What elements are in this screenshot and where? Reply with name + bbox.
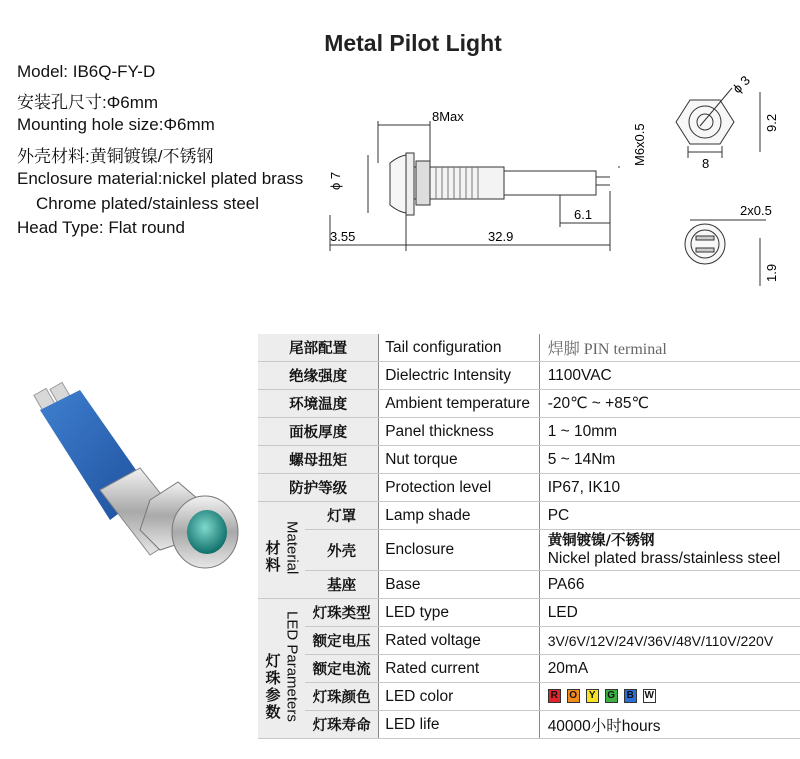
voltage-cn-label: 额定电压 bbox=[305, 627, 379, 655]
color-swatch-g: G bbox=[605, 689, 618, 703]
product-image bbox=[0, 380, 250, 600]
table-row bbox=[258, 711, 800, 739]
dim-phi3: ϕ 3 bbox=[729, 72, 753, 97]
nut-value: 5 ~ 14Nm bbox=[539, 446, 800, 474]
table-row bbox=[258, 362, 800, 390]
enclosure-en-text: Enclosure material:nickel plated brass bbox=[17, 169, 304, 188]
ambient-cn-label: 环境温度 bbox=[258, 390, 379, 418]
enclosure-cn-label: 外壳 bbox=[305, 530, 379, 571]
led-group-cn: 灯珠参数 bbox=[263, 653, 282, 722]
mounting-hole-cn-text: 安装孔尺寸:Φ6mm bbox=[17, 93, 159, 112]
dim-32-9: 32.9 bbox=[488, 229, 514, 244]
head-type-text: Head Type: Flat round bbox=[17, 218, 185, 237]
life-cn-label: 灯珠寿命 bbox=[305, 711, 379, 739]
led-group-en: LED Parameters bbox=[283, 610, 301, 722]
table-row bbox=[258, 683, 800, 711]
panel-en-label: Panel thickness bbox=[379, 418, 539, 446]
material-group-en: Material bbox=[283, 520, 301, 575]
table-row bbox=[258, 655, 800, 683]
table-row bbox=[258, 334, 800, 362]
thread-dimension bbox=[630, 108, 650, 168]
dim-1-9: 1.9 bbox=[764, 263, 779, 282]
protection-en-label: Protection level bbox=[379, 474, 539, 502]
enclosure-value-cn: 黄铜镀镍/不锈钢 bbox=[547, 533, 655, 549]
mounting-hole-en-text: Mounting hole size:Φ6mm bbox=[17, 115, 215, 134]
dim-9-2: 9.2 bbox=[764, 113, 779, 132]
table-row bbox=[258, 474, 800, 502]
color-value bbox=[539, 683, 800, 711]
current-en-label: Rated current bbox=[379, 655, 539, 683]
dielectric-en-label: Dielectric Intensity bbox=[379, 362, 539, 390]
color-cn-label: 灯珠颜色 bbox=[305, 683, 379, 711]
table-row bbox=[258, 446, 800, 474]
chrome-plated-text: Chrome plated/stainless steel bbox=[36, 194, 260, 213]
end-view-drawing bbox=[660, 70, 780, 300]
dim-8max: 8Max bbox=[432, 109, 464, 124]
color-swatch-b: B bbox=[624, 689, 637, 703]
table-row bbox=[258, 627, 800, 655]
lamp-value: PC bbox=[539, 502, 800, 530]
dim-m6: M6x0.5 bbox=[632, 123, 647, 166]
color-swatch-w: W bbox=[644, 690, 654, 702]
dim-6-1: 6.1 bbox=[574, 207, 593, 222]
material-group-cn: 材料 bbox=[263, 540, 282, 575]
lamp-cn-label: 灯罩 bbox=[305, 502, 379, 530]
dim-8: 8 bbox=[702, 156, 710, 171]
side-view-drawing bbox=[320, 95, 620, 265]
base-value: PA66 bbox=[539, 571, 800, 599]
nut-cn-label: 螺母扭矩 bbox=[258, 446, 379, 474]
life-en-label: LED life bbox=[379, 711, 539, 739]
dim-2x0-5: 2x0.5 bbox=[740, 203, 772, 218]
panel-cn-label: 面板厚度 bbox=[258, 418, 379, 446]
model-text: Model: IB6Q-FY-D bbox=[17, 62, 156, 81]
table-row bbox=[258, 390, 800, 418]
dielectric-cn-label: 绝缘强度 bbox=[258, 362, 379, 390]
panel-value: 1 ~ 10mm bbox=[539, 418, 800, 446]
ambient-value: -20℃ ~ +85℃ bbox=[539, 390, 800, 418]
page-title: Metal Pilot Light bbox=[324, 30, 502, 56]
led-group-label bbox=[258, 599, 305, 739]
current-cn-label: 额定电流 bbox=[305, 655, 379, 683]
nut-en-label: Nut torque bbox=[379, 446, 539, 474]
protection-value: IP67, IK10 bbox=[539, 474, 800, 502]
led-type-en-label: LED type bbox=[379, 599, 539, 627]
led-type-value: LED bbox=[539, 599, 800, 627]
voltage-en-label: Rated voltage bbox=[379, 627, 539, 655]
color-swatch-y: Y bbox=[586, 689, 599, 703]
table-row bbox=[258, 418, 800, 446]
voltage-value: 3V/6V/12V/24V/36V/48V/110V/220V bbox=[539, 627, 800, 655]
table-row bbox=[258, 571, 800, 599]
table-row bbox=[258, 530, 800, 571]
tail-en-label: Tail configuration bbox=[379, 334, 539, 362]
color-swatch-r: R bbox=[548, 689, 561, 703]
life-value: 40000小时hours bbox=[539, 711, 800, 739]
dielectric-value: 1100VAC bbox=[539, 362, 800, 390]
table-row bbox=[258, 502, 800, 530]
color-en-label: LED color bbox=[379, 683, 539, 711]
tail-cn-label: 尾部配置 bbox=[258, 334, 379, 362]
enclosure-cn-text: 外壳材料:黄铜镀镍/不锈钢 bbox=[17, 147, 214, 166]
table-row bbox=[258, 599, 800, 627]
current-value: 20mA bbox=[539, 655, 800, 683]
dim-phi7: ϕ 7 bbox=[328, 171, 343, 190]
lamp-en-label: Lamp shade bbox=[379, 502, 539, 530]
spec-table bbox=[258, 334, 800, 739]
enclosure-en-label: Enclosure bbox=[379, 530, 539, 571]
ambient-en-label: Ambient temperature bbox=[379, 390, 539, 418]
led-type-cn-label: 灯珠类型 bbox=[305, 599, 379, 627]
color-swatch-o: O bbox=[567, 689, 580, 703]
dim-3-55: 3.55 bbox=[330, 229, 356, 244]
material-group-label bbox=[258, 502, 305, 599]
enclosure-value-en: Nickel plated brass/stainless steel bbox=[547, 550, 781, 567]
tail-value: 焊脚 PIN terminal bbox=[539, 334, 800, 362]
enclosure-value bbox=[539, 530, 800, 571]
protection-cn-label: 防护等级 bbox=[258, 474, 379, 502]
base-en-label: Base bbox=[379, 571, 539, 599]
base-cn-label: 基座 bbox=[305, 571, 379, 599]
